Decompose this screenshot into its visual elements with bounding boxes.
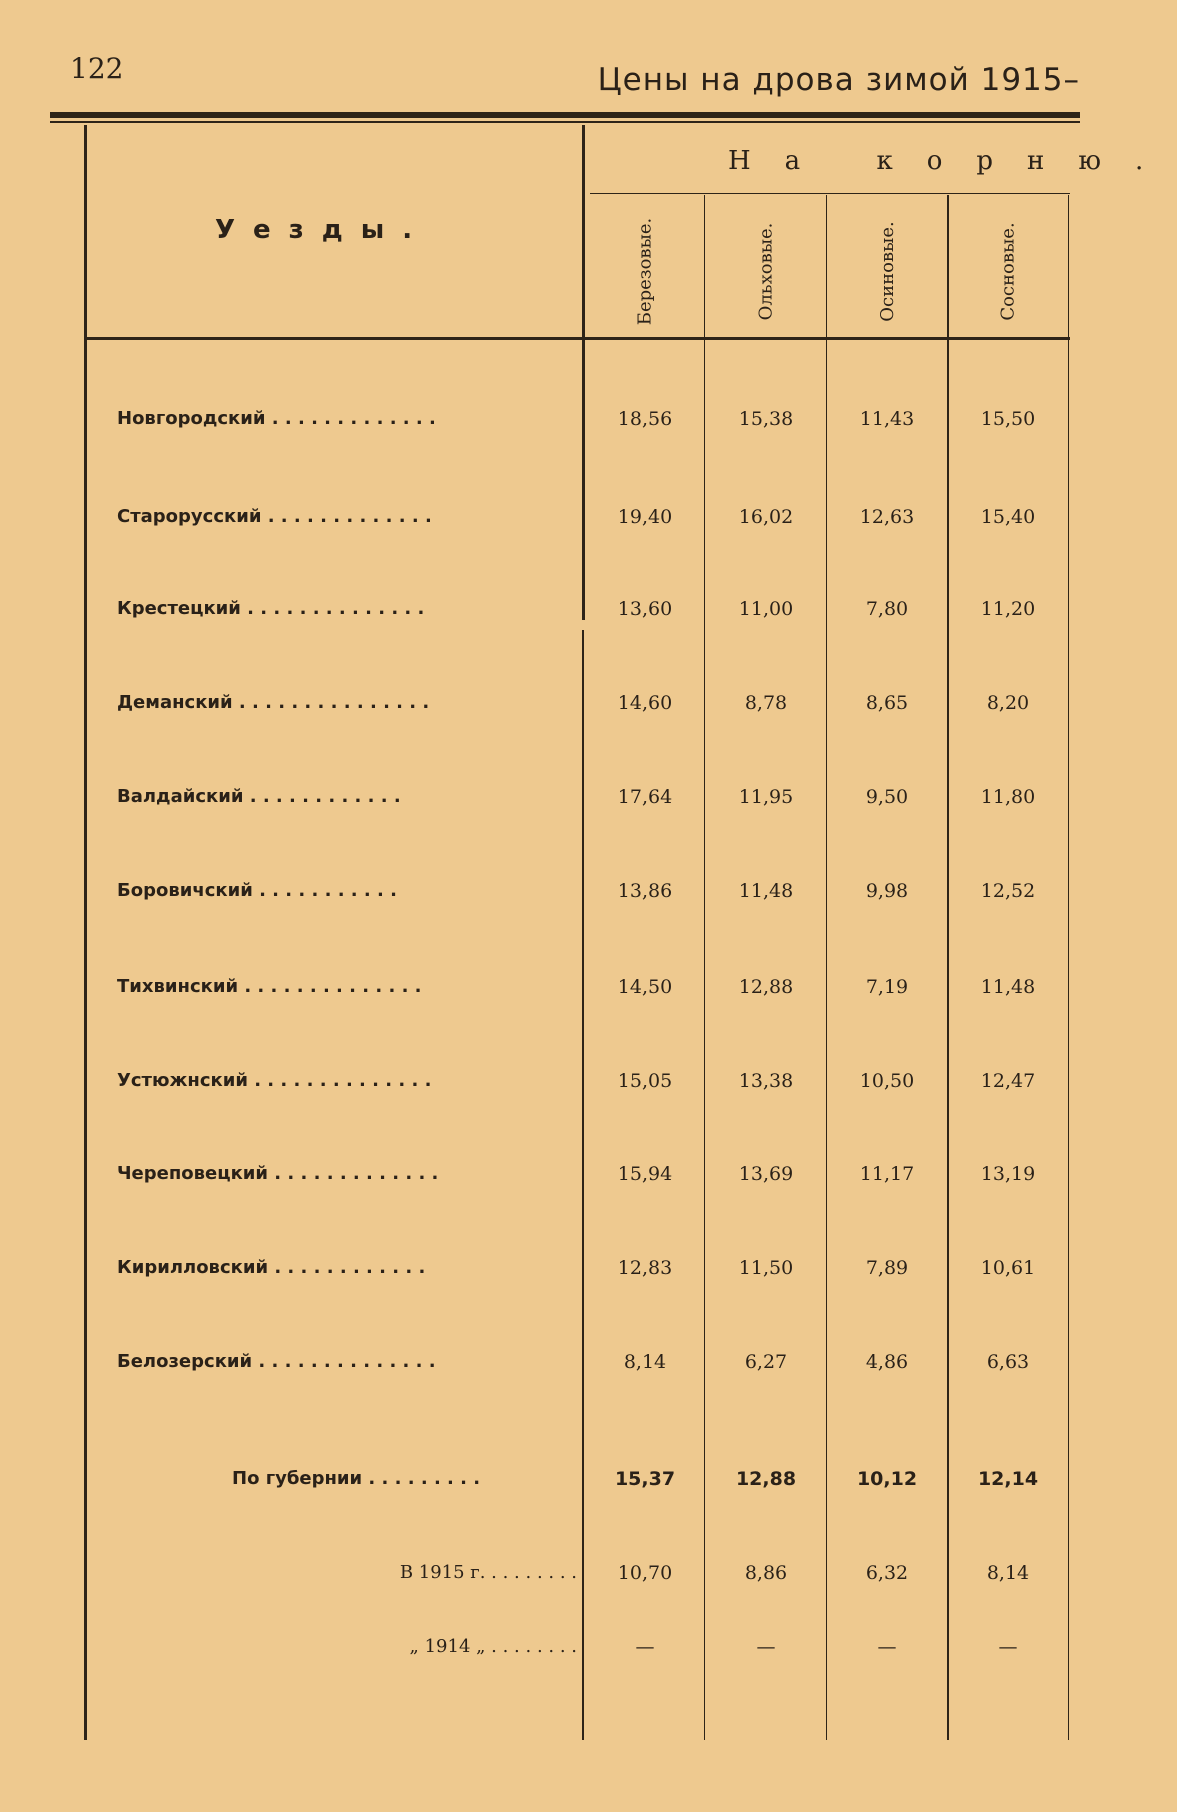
row-label: „ 1914 „ . . . . . . . . [409, 1636, 577, 1657]
table-cell: 11,20 [980, 598, 1036, 620]
table-cell: 11,17 [859, 1163, 915, 1185]
table-cell: — [877, 1636, 897, 1658]
table-cell: 7,80 [865, 598, 909, 620]
row-label: Тихвинский . . . . . . . . . . . . . . [117, 976, 422, 997]
table-cell: 10,12 [856, 1468, 918, 1490]
column-header: Сосновые. [997, 222, 1019, 321]
table-cell: 6,63 [986, 1351, 1030, 1373]
table-cell: 6,32 [865, 1562, 909, 1584]
table-cell: 11,95 [738, 786, 794, 808]
table-cell: 13,60 [617, 598, 673, 620]
running-title: Цены на дрова зимой 1915– [597, 62, 1080, 98]
table-cell: 15,05 [617, 1070, 673, 1092]
table-cell: 10,61 [980, 1257, 1036, 1279]
row-label: Крестецкий . . . . . . . . . . . . . . [117, 598, 425, 619]
table-cell: 7,19 [865, 976, 909, 998]
table-rule-left [84, 125, 87, 1740]
row-label: Череповецкий . . . . . . . . . . . . . [117, 1163, 439, 1184]
table-cell: — [635, 1636, 655, 1658]
table-cell: 12,63 [859, 506, 915, 528]
row-label: Устюжнский . . . . . . . . . . . . . . [117, 1070, 432, 1091]
table-cell: 9,98 [865, 880, 909, 902]
total-label: По губернии . . . . . . . . . [232, 1468, 481, 1489]
row-label: Кирилловский . . . . . . . . . . . . [117, 1257, 426, 1278]
table-rule-right [1068, 195, 1069, 1740]
table-cell: 13,19 [980, 1163, 1036, 1185]
row-label: Валдайский . . . . . . . . . . . . [117, 786, 401, 807]
table-cell: 15,37 [614, 1468, 676, 1490]
table-cell: 11,80 [980, 786, 1036, 808]
table-cell: 15,50 [980, 408, 1036, 430]
group-header: На корню. [728, 146, 1177, 176]
row-label: В 1915 г. . . . . . . . . [399, 1562, 577, 1583]
table-cell: 18,56 [617, 408, 673, 430]
table-cell: 11,48 [738, 880, 794, 902]
table-cell: 16,02 [738, 506, 794, 528]
table-cell: 12,47 [980, 1070, 1036, 1092]
table-cell: 11,00 [738, 598, 794, 620]
group-header-rule [590, 193, 1070, 194]
top-rule-thin [50, 121, 1080, 123]
table-cell: 8,65 [865, 692, 909, 714]
table-cell: 19,40 [617, 506, 673, 528]
table-cell: 11,43 [859, 408, 915, 430]
table-cell: 13,86 [617, 880, 673, 902]
table-cell: 4,86 [865, 1351, 909, 1373]
top-rule [50, 112, 1080, 118]
table-cell: 15,38 [738, 408, 794, 430]
table-cell: 11,50 [738, 1257, 794, 1279]
table-cell: 12,83 [617, 1257, 673, 1279]
table-cell: 12,88 [738, 976, 794, 998]
table-cell: 6,27 [744, 1351, 788, 1373]
table-cell: 10,50 [859, 1070, 915, 1092]
table-cell: 8,86 [744, 1562, 788, 1584]
table-cell: 7,89 [865, 1257, 909, 1279]
table-cell: 8,14 [623, 1351, 667, 1373]
table-cell: 14,60 [617, 692, 673, 714]
stub-header: Уезды. [215, 215, 431, 245]
table-cell: 14,50 [617, 976, 673, 998]
table-cell: 12,52 [980, 880, 1036, 902]
table-cell: — [998, 1636, 1018, 1658]
table-cell: 13,38 [738, 1070, 794, 1092]
table-cell: — [756, 1636, 776, 1658]
table-cell: 17,64 [617, 786, 673, 808]
row-label: Деманский . . . . . . . . . . . . . . . [117, 692, 430, 713]
table-cell: 8,78 [744, 692, 788, 714]
column-header: Осиновые. [876, 221, 898, 322]
page-number: 122 [70, 52, 124, 85]
table-cell: 11,48 [980, 976, 1036, 998]
table-cell: 8,20 [986, 692, 1030, 714]
column-header: Березовые. [634, 217, 656, 326]
table-cell: 13,69 [738, 1163, 794, 1185]
row-label: Боровичский . . . . . . . . . . . [117, 880, 397, 901]
table-rule-stub-lower [582, 630, 584, 1740]
column-header: Ольховые. [755, 222, 777, 321]
table-cell: 12,88 [735, 1468, 797, 1490]
table-cell: 12,14 [977, 1468, 1039, 1490]
table-rule-stub [582, 125, 585, 620]
row-label: Старорусский . . . . . . . . . . . . . [117, 506, 432, 527]
table-cell: 10,70 [617, 1562, 673, 1584]
table-cell: 15,94 [617, 1163, 673, 1185]
header-bottom-rule [86, 337, 1070, 340]
table-cell: 15,40 [980, 506, 1036, 528]
row-label: Новгородский . . . . . . . . . . . . . [117, 408, 436, 429]
table-cell: 8,14 [986, 1562, 1030, 1584]
table-cell: 9,50 [865, 786, 909, 808]
row-label: Белозерский . . . . . . . . . . . . . . [117, 1351, 436, 1372]
